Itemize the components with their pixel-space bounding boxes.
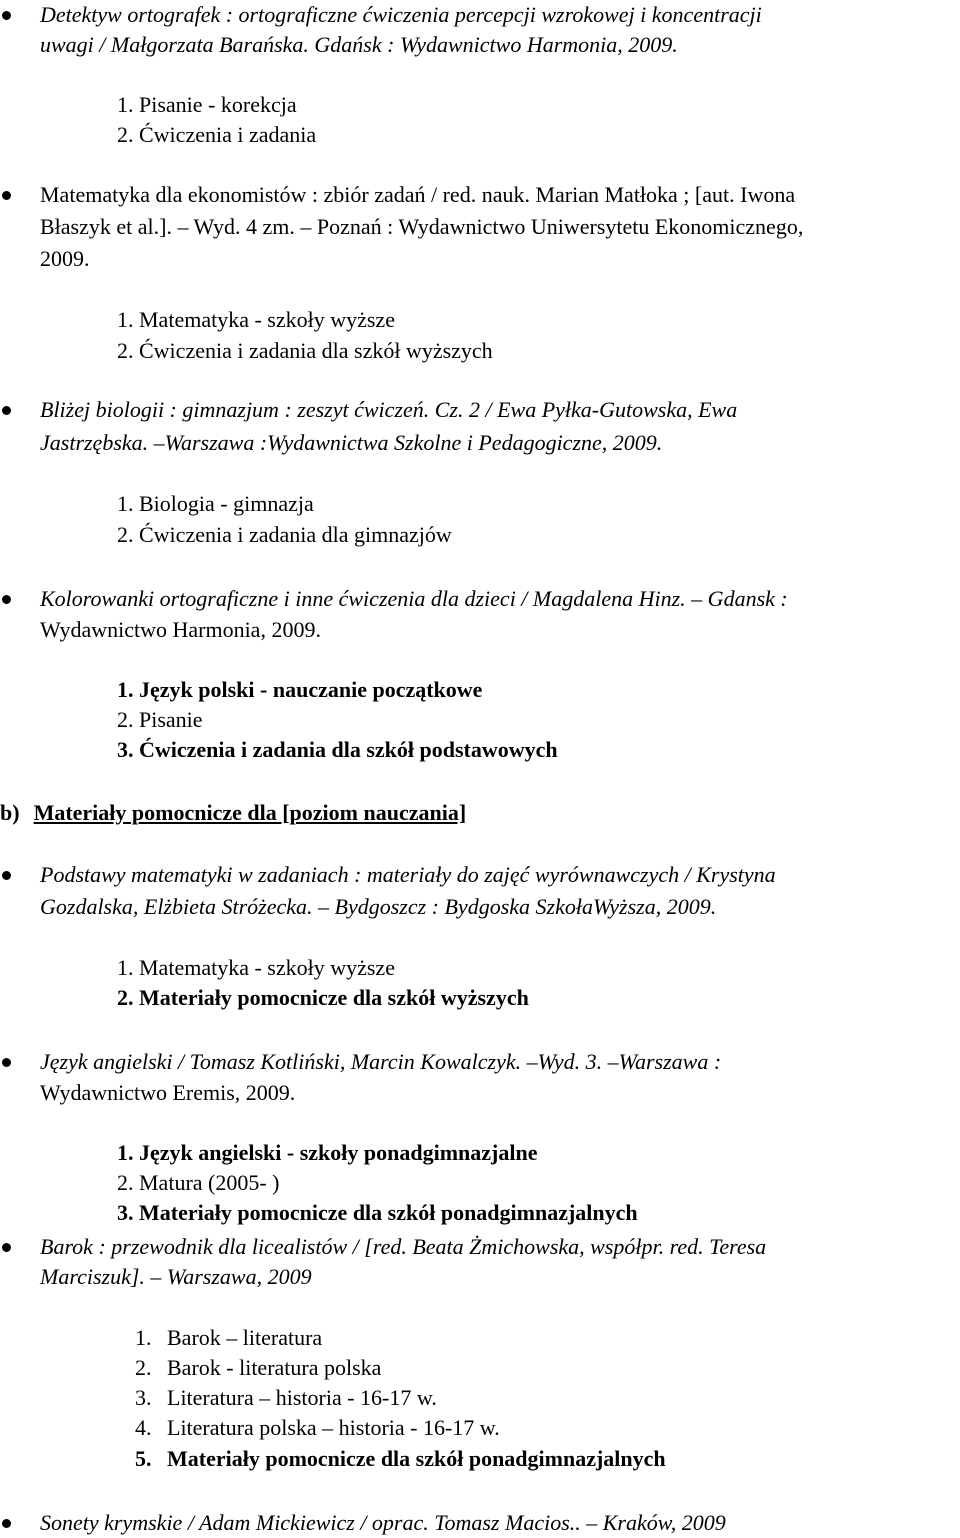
bullet bbox=[2, 191, 11, 200]
entry-2-subject-2: 2. Ćwiczenia i zadania dla szkół wyższych bbox=[117, 338, 493, 363]
entry-3-line-1: Bliżej biologii : gimnazjum : zeszyt ćwiczeń. Cz. 2 / Ewa Pyłka-Gutowska, Ewa bbox=[40, 397, 738, 422]
entry-b1-line-1: Podstawy matematyki w zadaniach : materiały do zajęć wyrównawczych / Krystyna bbox=[40, 862, 776, 887]
entry-3-line-2: Jastrzębska. –Warszawa :Wydawnictwa Szkolne i Pedagogiczne, 2009. bbox=[40, 430, 663, 455]
entry-4-subject-1: 1. Język polski - nauczanie początkowe bbox=[117, 677, 483, 702]
entry-4-line-1: Kolorowanki ortograficzne i inne ćwiczenia dla dzieci / Magdalena Hinz. – Gdansk : bbox=[40, 586, 788, 611]
entry-b3-line-2: Marciszuk]. – Warszawa, 2009 bbox=[40, 1264, 312, 1289]
entry-b2-subject-3: 3. Materiały pomocnicze dla szkół ponadgimnazjalnych bbox=[117, 1200, 638, 1225]
entry-2-line-1: Matematyka dla ekonomistów : zbiór zadań / red. nauk. Marian Matłoka ; [aut. Iwona bbox=[40, 182, 796, 207]
entry-2-subject-1: 1. Matematyka - szkoły wyższe bbox=[117, 307, 395, 332]
entry-b3-line-1: Barok : przewodnik dla licealistów / [red. Beata Żmichowska, współpr. red. Teresa bbox=[40, 1234, 767, 1259]
list-text: Barok - literatura polska bbox=[167, 1355, 382, 1380]
bullet bbox=[2, 595, 11, 604]
list-text: Barok – literatura bbox=[167, 1325, 323, 1350]
entry-2-line-2: Błaszyk et al.]. – Wyd. 4 zm. – Poznań : Wydawnictwo Uniwersytetu Ekonomicznego, bbox=[40, 214, 804, 239]
entry-1-line-2: uwagi / Małgorzata Barańska. Gdańsk : Wydawnictwo Harmonia, 2009. bbox=[40, 32, 678, 57]
entry-b2-line-2: Wydawnictwo Eremis, 2009. bbox=[40, 1080, 296, 1105]
entry-b1-subject-2: 2. Materiały pomocnicze dla szkół wyższych bbox=[117, 985, 529, 1010]
list-item bbox=[135, 1353, 381, 1383]
list-number: 3. bbox=[135, 1385, 152, 1410]
entry-1-subject-2: 2. Ćwiczenia i zadania bbox=[117, 122, 317, 147]
list-item bbox=[135, 1413, 500, 1443]
section-b-heading bbox=[0, 798, 466, 828]
bullet bbox=[2, 1519, 11, 1528]
bullet bbox=[2, 11, 11, 20]
list-item bbox=[135, 1444, 666, 1474]
list-number: 2. bbox=[135, 1355, 152, 1380]
list-number: 1. bbox=[135, 1325, 152, 1350]
entry-3-subject-2: 2. Ćwiczenia i zadania dla gimnazjów bbox=[117, 522, 452, 547]
entry-b4-line-1: Sonety krymskie / Adam Mickiewicz / oprac. Tomasz Macios.. – Kraków, 2009 bbox=[40, 1510, 726, 1535]
entry-b2-line-1: Język angielski / Tomasz Kotliński, Marcin Kowalczyk. –Wyd. 3. –Warszawa : bbox=[40, 1049, 722, 1074]
section-b-title: Materiały pomocnicze dla [poziom nauczania] bbox=[33, 800, 467, 825]
entry-4-subject-2: 2. Pisanie bbox=[117, 707, 203, 732]
entry-b2-subject-2: 2. Matura (2005- ) bbox=[117, 1170, 280, 1195]
bullet bbox=[2, 1058, 11, 1067]
bullet bbox=[2, 406, 11, 415]
list-number: 5. bbox=[135, 1446, 152, 1471]
list-item bbox=[135, 1323, 322, 1353]
entry-1-subject-1: 1. Pisanie - korekcja bbox=[117, 92, 297, 117]
entry-b1-line-2: Gozdalska, Elżbieta Stróżecka. – Bydgoszcz : Bydgoska SzkołaWyższa, 2009. bbox=[40, 894, 717, 919]
entry-4-line-2: Wydawnictwo Harmonia, 2009. bbox=[40, 617, 321, 642]
entry-1-line-1: Detektyw ortografek : ortograficzne ćwiczenia percepcji wzrokowej i koncentracji bbox=[40, 2, 762, 27]
list-text: Literatura polska – historia - 16-17 w. bbox=[167, 1415, 500, 1440]
entry-3-subject-1: 1. Biologia - gimnazja bbox=[117, 491, 314, 516]
section-b-marker: b) bbox=[0, 800, 20, 825]
list-number: 4. bbox=[135, 1415, 152, 1440]
entry-b1-subject-1: 1. Matematyka - szkoły wyższe bbox=[117, 955, 395, 980]
list-text: Materiały pomocnicze dla szkół ponadgimnazjalnych bbox=[167, 1446, 666, 1471]
entry-4-subject-3: 3. Ćwiczenia i zadania dla szkół podstawowych bbox=[117, 737, 558, 762]
bullet bbox=[2, 871, 11, 880]
entry-b2-subject-1: 1. Język angielski - szkoły ponadgimnazjalne bbox=[117, 1140, 538, 1165]
bullet bbox=[2, 1243, 11, 1252]
list-text: Literatura – historia - 16-17 w. bbox=[167, 1385, 437, 1410]
entry-2-line-3: 2009. bbox=[40, 246, 90, 271]
list-item bbox=[135, 1383, 437, 1413]
